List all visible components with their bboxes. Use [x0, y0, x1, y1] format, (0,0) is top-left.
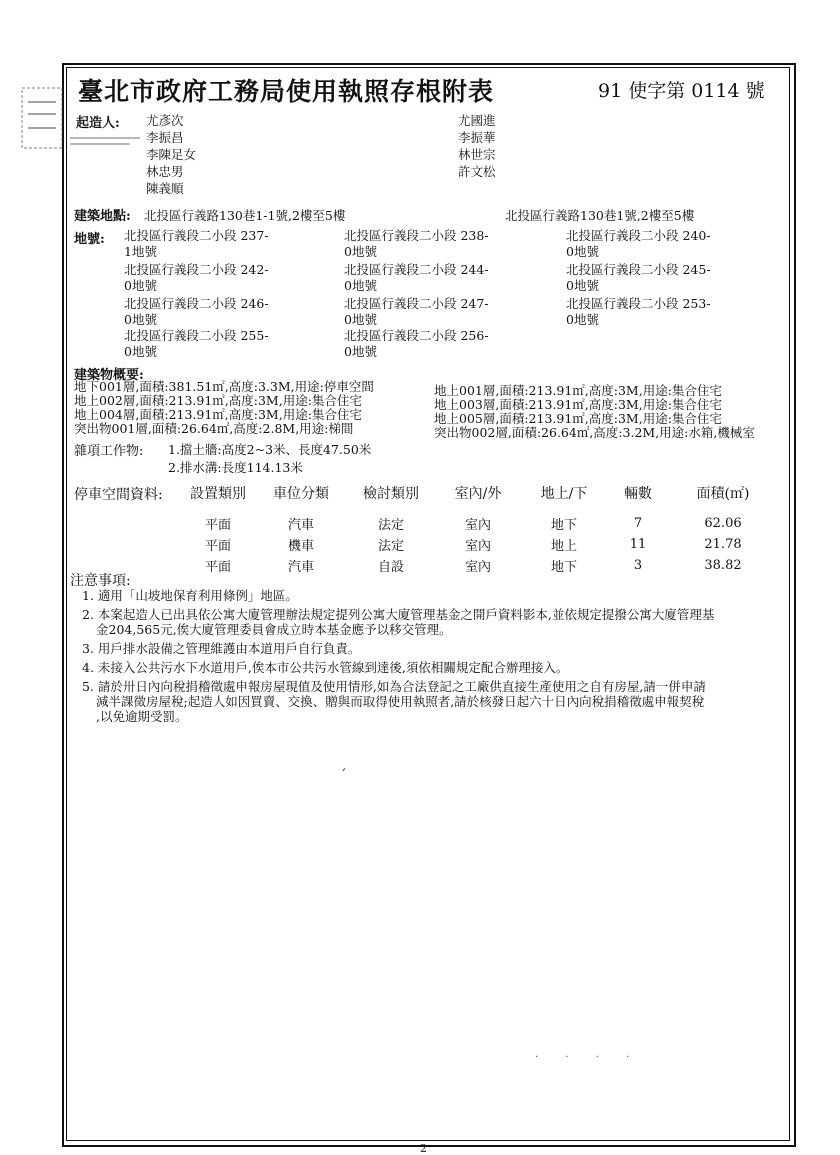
- floor-line: 地上002層,面積:213.91㎡,高度:3M,用途:集合住宅: [74, 393, 362, 408]
- applicant-name: 陳義順: [146, 181, 184, 196]
- table-cell: 汽車: [287, 560, 314, 575]
- applicant-name: 林忠男: [146, 164, 184, 179]
- lot-line: 0地號: [344, 278, 377, 293]
- lot-line: 北投區行義段二小段 240-: [566, 228, 711, 243]
- scan-mark: ˊ: [340, 768, 347, 783]
- lot-entry: [566, 228, 711, 260]
- applicant-name: 尤國進: [458, 113, 496, 128]
- table-cell: 平面: [204, 518, 231, 533]
- table-cell: 地上: [550, 539, 577, 554]
- parking-header: 檢討類別: [363, 485, 419, 502]
- table-cell: 室內: [464, 518, 491, 533]
- lot-line: 北投區行義段二小段 238-: [344, 228, 489, 243]
- lot-entry: [124, 262, 269, 294]
- table-cell: 11: [629, 537, 647, 552]
- table-cell: 21.78: [704, 537, 742, 552]
- note-line: 2. 本案起造人已出具依公寓大廈管理辦法規定提列公寓大廈管理基金之開戶資料影本,並依規定提撥公寓大廈管理基: [82, 607, 715, 622]
- note-item: [82, 679, 714, 724]
- applicant-name: 李陳足女: [146, 147, 197, 162]
- lot-line: 1地號: [124, 244, 157, 259]
- parking-header: 設置類別: [190, 485, 246, 502]
- lot-line: 北投區行義段二小段 244-: [344, 262, 489, 277]
- note-line: 減半課徵房屋稅;起造人如因買賣、交換、贈與而取得使用執照者,請於核發日起六十日內向稅捐稽徵處申報契稅: [96, 694, 705, 709]
- lot-line: 0地號: [566, 278, 599, 293]
- parking-header: 車位分類: [273, 485, 329, 502]
- lot-line: 0地號: [344, 344, 377, 359]
- lot-line: 北投區行義段二小段 255-: [124, 328, 269, 343]
- lot-entry: [124, 328, 269, 360]
- misc-work-item: 1.擋土牆:高度2~3米、長度47.50米: [168, 442, 372, 457]
- lot-line: 北投區行義段二小段 256-: [344, 328, 489, 343]
- lot-entry: [124, 296, 269, 328]
- applicant-name: 林世宗: [458, 147, 496, 162]
- page-title: 臺北市政府工務局使用執照存根附表: [78, 77, 495, 106]
- building-floors-right: [434, 384, 755, 440]
- table-cell: 室內: [464, 560, 491, 575]
- floor-line: 突出物001層,面積:26.64㎡,高度:2.8M,用途:梯間: [74, 421, 354, 436]
- lot-line: 北投區行義段二小段 253-: [566, 296, 711, 311]
- lot-line: 北投區行義段二小段 246-: [124, 296, 269, 311]
- lot-line: 0地號: [124, 278, 157, 293]
- note-item: [82, 588, 714, 603]
- lot-entry: [344, 296, 489, 328]
- lots-label: 地號:: [74, 232, 105, 247]
- lot-entry: [124, 228, 269, 260]
- page-number: 2: [420, 1142, 427, 1155]
- note-item: [82, 607, 714, 637]
- table-row: [180, 513, 778, 534]
- floor-line: 地上005層,面積:213.91㎡,高度:3M,用途:集合住宅: [434, 411, 722, 426]
- site-address-2: 北投區行義路130巷1號,2樓至5樓: [505, 208, 695, 223]
- lot-line: 0地號: [344, 244, 377, 259]
- lot-line: 北投區行義段二小段 242-: [124, 262, 269, 277]
- site-label: 建築地點:: [74, 209, 131, 224]
- lot-entry: [344, 228, 489, 260]
- lot-entry: [344, 262, 489, 294]
- note-line: 3. 用戶排水設備之管理維護由本道用戶自行負責。: [82, 641, 361, 656]
- table-cell: 平面: [204, 560, 231, 575]
- note-line: 金204,565元,俟大廈管理委員會成立時本基金應予以移交管理。: [96, 622, 452, 637]
- table-cell: 38.82: [704, 558, 742, 573]
- floor-line: 地上003層,面積:213.91㎡,高度:3M,用途:集合住宅: [434, 397, 722, 412]
- applicant-name: 許文松: [458, 164, 496, 179]
- table-cell: 地下: [550, 518, 577, 533]
- building-floors-left: [74, 380, 374, 436]
- parking-header: 輛數: [624, 485, 652, 502]
- parking-label: 停車空間資料:: [74, 487, 163, 503]
- lot-line: 北投區行義段二小段 245-: [566, 262, 711, 277]
- misc-work-item: 2.排水溝:長度114.13米: [168, 460, 303, 475]
- note-line: 4. 未接入公共污水下水道用戶,俟本市公共污水管線到達後,須依相關規定配合辦理接入。: [82, 660, 569, 675]
- scan-dots: · · · ·: [535, 1052, 642, 1063]
- table-cell: 自設: [377, 560, 404, 575]
- parking-header: 地上/下: [540, 485, 588, 502]
- parking-header: 面積(㎡): [696, 485, 750, 502]
- site-address-1: 北投區行義路130巷1-1號,2樓至5樓: [144, 208, 346, 223]
- table-cell: 機車: [287, 539, 314, 554]
- applicant-name: 李振昌: [146, 130, 184, 145]
- table-row: [180, 534, 778, 555]
- table-cell: 地下: [550, 560, 577, 575]
- parking-header-row: [180, 482, 778, 503]
- notes-label: 注意事項:: [70, 573, 131, 589]
- lot-entry: [566, 262, 711, 294]
- misc-works-list: [168, 441, 371, 477]
- floor-line: 突出物002層,面積:26.64㎡,高度:3.2M,用途:水箱,機械室: [434, 425, 755, 440]
- note-item: [82, 641, 714, 656]
- floor-line: 地上004層,面積:213.91㎡,高度:3M,用途:集合住宅: [74, 407, 362, 422]
- note-line: ,以免逾期受罰。: [96, 709, 188, 724]
- building-label: 建築物概要:: [74, 368, 144, 383]
- lot-line: 0地號: [124, 344, 157, 359]
- lot-line: 0地號: [566, 244, 599, 259]
- note-item: [82, 660, 714, 675]
- note-line: 1. 適用「山坡地保育利用條例」地區。: [82, 588, 298, 603]
- floor-line: 地下001層,面積:381.51㎡,高度:3.3M,用途:停車空間: [74, 379, 374, 394]
- permit-number: 91 使字第 0114 號: [598, 80, 765, 102]
- applicants-col2: [458, 112, 496, 180]
- lot-line: 0地號: [124, 312, 157, 327]
- table-cell: 62.06: [704, 516, 742, 531]
- applicants-col1: [146, 112, 196, 197]
- lot-line: 0地號: [566, 312, 599, 327]
- floor-line: 地上001層,面積:213.91㎡,高度:3M,用途:集合住宅: [434, 383, 722, 398]
- note-line: 5. 請於卅日內向稅捐稽徵處申報房屋現值及使用情形,如為合法登記之工廠供直接生產使用之自有房屋,請一併申請: [82, 679, 706, 694]
- applicant-name: 李振華: [458, 130, 496, 145]
- table-cell: 法定: [377, 539, 404, 554]
- parking-header: 室內/外: [454, 485, 502, 502]
- misc-works-label: 雜項工作物:: [74, 444, 144, 459]
- table-cell: 汽車: [287, 518, 314, 533]
- lot-line: 0地號: [344, 312, 377, 327]
- table-cell: 平面: [204, 539, 231, 554]
- lot-entry: [566, 296, 711, 328]
- applicants-label: 起造人:: [76, 116, 120, 131]
- table-cell: 室內: [464, 539, 491, 554]
- lot-line: 北投區行義段二小段 237-: [124, 228, 269, 243]
- lot-line: 北投區行義段二小段 247-: [344, 296, 489, 311]
- parking-table: [180, 482, 778, 576]
- table-cell: 3: [633, 558, 643, 573]
- notes-list: [82, 588, 714, 724]
- table-cell: 法定: [377, 518, 404, 533]
- table-cell: 7: [633, 516, 643, 531]
- table-row: [180, 555, 778, 576]
- applicant-name: 尤彥次: [146, 113, 184, 128]
- lot-entry: [344, 328, 489, 360]
